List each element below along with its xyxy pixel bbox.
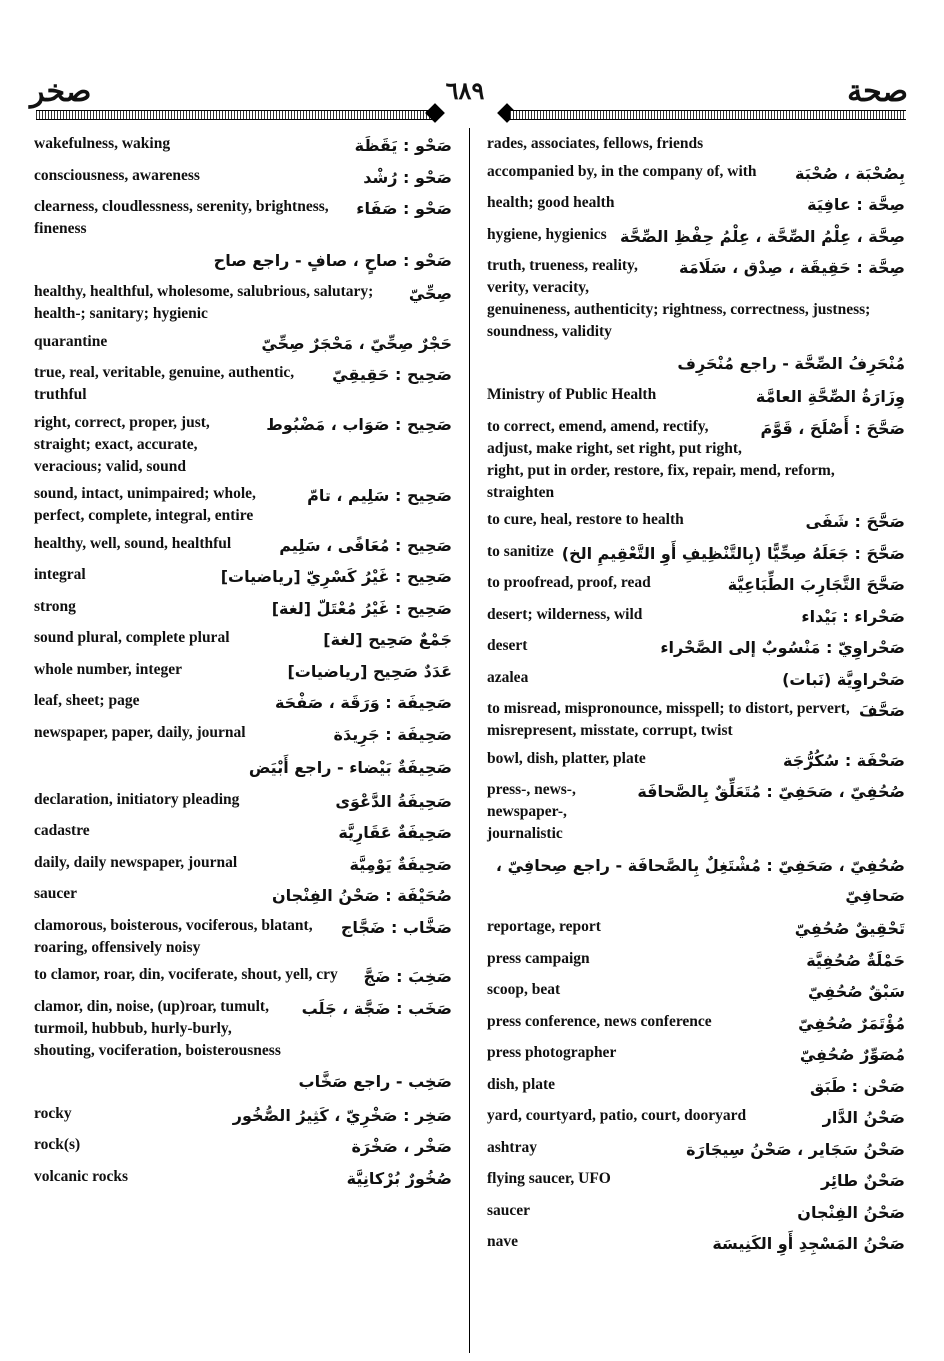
arabic-headword: صَحْراوِيّ : مَنْسُوبٌ إلى الصَّحْراء [660,638,905,657]
dictionary-entry [487,948,905,974]
dictionary-entry [487,1074,905,1100]
english-definition: strong [34,597,76,615]
dictionary-entry [487,224,905,250]
page-number: ٦٨٩ [445,76,485,105]
arabic-headword: سَبْقٌ صُحُفِيّ [808,982,905,1001]
dictionary-entry [487,748,905,774]
arabic-headword: صَحْنُ المَسْجِدِ أَوِ الكَنِيسَة [712,1234,905,1253]
english-definition: nave [487,1233,518,1250]
arabic-headword: صَحْراء : بَيْداء [801,606,905,626]
english-definition: daily, daily newspaper, journal [34,853,238,871]
dictionary-entry [487,161,905,187]
dictionary-entry [34,996,452,1062]
dictionary-entry [34,820,452,846]
dictionary-entry [487,133,905,155]
dictionary-entry [487,635,905,661]
dictionary-entry [487,416,905,504]
dictionary-entry [487,541,905,567]
english-definition: Ministry of Public Health [487,386,657,403]
arabic-headword: صَحِيح : غَيْرُ كَسْرِيّ [رياضيات] [220,567,452,586]
header-rule-left [36,110,432,120]
dictionary-entry [487,1011,905,1037]
dictionary-entry [487,1137,905,1163]
dictionary-entry [487,916,905,942]
arabic-headword: صَحِيفَةٌ يَوْمِيَّة [349,854,452,874]
english-definition: flying saucer, UFO [487,1170,611,1187]
english-definition: healthy, healthful, wholesome, salubrious, salutary; health-; sanitary; hygienic [34,283,374,322]
english-definition: azalea [487,668,529,686]
dictionary-entry [487,851,905,911]
arabic-headword: صَحْنٌ طائِر [821,1171,905,1190]
arabic-headword: صَحِيح : مُعَافًى ، سَلِيم [279,535,452,555]
dictionary-entry [34,659,452,685]
left-column [34,133,452,1197]
arabic-headword: مُصَوِّرٌ صُحُفِيّ [799,1045,905,1064]
english-definition: to correct, emend, amend, rectify, adjust, make right, set right, put right, right, put in order, restore, fix, repair, mend, reform, straighten [487,417,835,501]
arabic-headword: صَحْو : رُشْد [363,167,452,187]
dictionary-entry [34,564,452,590]
english-definition: leaf, sheet; page [34,692,140,709]
arabic-headword: صَحِيح : غَيْرُ مُعْتَلّ [لغة] [271,598,452,618]
arabic-headword: صَحَّحَ : شَفَى [805,512,905,531]
english-definition: clamorous, boisterous, vociferous, blatant, roaring, offensively noisy [34,916,313,956]
arabic-headword: حَجْرٌ صِحِّيّ ، مَحْجَرٌ صِحِّيّ [261,333,452,353]
arabic-cross-reference: صَحِيفَةٌ بَيْضاء - راجع أَبْيَض [248,758,452,777]
english-definition: wakefulness, waking [34,135,171,152]
arabic-headword: صَحْنُ سَجَاير ، صَحْنُ سِيجَارَة [686,1139,905,1159]
dictionary-entry [487,698,905,742]
arabic-headword: صَحِيفَة : جَرِيدَة [333,724,452,744]
dictionary-entry [34,483,452,527]
arabic-headword: صَحَّحَ : أَصْلَحَ ، قَوَّمَ [760,418,905,438]
english-definition: clamor, din, noise, (up)roar, tumult, turmoil, hubbub, hurly-burly, shouting, vociferation, boisterousness [34,997,281,1059]
arabic-headword: صُحَيْفَة : صَحْنُ الفِنْجان [272,886,452,905]
header-rule-right [510,110,906,120]
english-definition: press-, news-, newspaper-, journalistic [487,781,576,842]
dictionary-entry [487,1042,905,1068]
arabic-headword: صَحْفَة : سُكُرُّجَة [783,750,905,770]
dictionary-entry [34,690,452,716]
arabic-headword: صَخِر : صَخْرِيّ ، كَثِيرُ الصُّخُور [232,1105,452,1125]
dictionary-entry [487,667,905,693]
english-definition: quarantine [34,332,108,350]
english-definition: true, real, veritable, genuine, authentic, truthful [34,364,295,403]
english-definition: saucer [34,885,78,902]
arabic-headword: صَحِيفَة : وَرَقَة ، صَفْحَة [274,693,452,712]
dictionary-entry [34,627,452,653]
arabic-headword: صَحَّحَ التَّجَارِبَ الطِّبَاعِيَّة [727,575,905,594]
arabic-headword: صِحَّة ، عِلْمُ الصِّحَّة ، عِلْمُ حِفْظِ الصِّحَّة [619,226,905,246]
english-definition: sound plural, complete plural [34,629,230,646]
english-definition: press conference, news conference [487,1012,712,1030]
arabic-headword: صَحْنُ الفِنْجان [797,1202,905,1222]
arabic-headword: صُحُفِيّ ، صَحَفِيّ : مُتَعَلِّقٌ بِالصَّحافَة [637,782,905,801]
english-definition: press campaign [487,949,590,967]
english-definition: scoop, beat [487,981,561,998]
english-definition: rock(s) [34,1136,81,1153]
arabic-headword: حَمْلَةٌ صُحُفِيَّة [806,950,905,970]
arabic-headword: صَحِيح : سَلِيم ، تامّ [307,486,452,505]
dictionary-entry [487,604,905,630]
dictionary-entry [487,979,905,1005]
dictionary-entry [34,1103,452,1129]
english-definition: volcanic rocks [34,1167,128,1185]
dictionary-entry [34,753,452,783]
arabic-cross-reference: مُنْحَرِفُ الصِّحَّة - راجع مُنْحَرِف [677,353,905,373]
dictionary-entry [34,915,452,959]
dictionary-entry [487,572,905,598]
english-definition: newspaper, paper, daily, journal [34,723,246,741]
dictionary-entry [34,789,452,815]
dictionary-entry [487,1200,905,1226]
dictionary-entry [487,1231,905,1257]
english-definition: reportage, report [487,918,601,935]
dictionary-entry [34,246,452,276]
arabic-headword: صَحْنُ الدَّار [822,1108,905,1127]
english-definition: to cure, heal, restore to health [487,511,684,528]
column-divider [469,128,470,1353]
english-definition: ashtray [487,1138,537,1156]
arabic-headword: صَحِيفَةُ الدَّعْوَى [335,791,452,811]
arabic-headword: صَحِيح : صَوَاب ، مَضْبُوط [266,414,452,434]
arabic-headword: صَخِبَ : ضَجَّ [363,967,452,986]
dictionary-entry [34,1166,452,1192]
arabic-headword: صَحْو : صَفَاء [356,199,452,218]
arabic-headword: عَدَدٌ صَحِيح [رياضيات] [287,661,452,681]
arabic-headword: تَحْقِيقٌ صُحُفِيّ [794,919,905,938]
english-definition: accompanied by, in the company of, with [487,162,757,180]
english-definition: saucer [487,1201,531,1219]
dictionary-entry [487,509,905,535]
arabic-headword: صَحْن : طَبَق [810,1076,905,1096]
english-definition: desert [487,637,528,654]
arabic-headword: صَحَّحَ : جَعَلَهُ صِحِّيًّا (بِالتَّنْظِيفِ أَوِ التَّعْقِيمِ الخ) [561,543,905,563]
arabic-headword: صَخْر ، صَخْرَة [351,1137,452,1156]
dictionary-entry [34,1134,452,1160]
english-definition: declaration, initiatory pleading [34,790,240,808]
english-definition: to misread, mispronounce, misspell; to distort, pervert, misrepresent, misstate, corrupt, twist [487,700,850,739]
arabic-headword: وِزَارَةُ الصِّحَّةِ العامَّة [755,387,905,406]
arabic-headword: صَحْو : يَقَظَة [354,136,452,155]
english-definition: dish, plate [487,1075,556,1093]
dictionary-entry [34,196,452,240]
arabic-cross-reference: صَحْو : صاحٍ ، صافٍ - راجع صاح [213,250,452,270]
english-definition: rades, associates, fellows, friends [487,135,704,152]
dictionary-entry [487,192,905,218]
dictionary-entry [34,883,452,909]
headword-right: صحة [847,74,908,109]
english-definition: yard, courtyard, patio, court, dooryard [487,1107,747,1124]
english-definition: right, correct, proper, just, straight; exact, accurate, veracious; valid, sound [34,413,210,475]
english-definition: rocky [34,1104,72,1122]
dictionary-entry [487,1168,905,1194]
dictionary-entry [34,281,452,325]
dictionary-entry [34,362,452,406]
arabic-headword: صَحَّفَ [858,701,905,720]
arabic-cross-reference: صُحُفِيّ ، صَحَفِيّ : مُشْتَغِلٌ بِالصَّحافَة - راجع صِحافِيّ ، صَحافِيّ [495,855,905,905]
dictionary-entry [487,1105,905,1131]
dictionary-entry [34,165,452,191]
english-definition: to sanitize [487,542,554,560]
arabic-headword: جَمْعٌ صَحِيح [لغة] [323,630,452,649]
english-definition: to proofread, proof, read [487,574,651,591]
english-definition: press photographer [487,1044,617,1061]
english-definition: bowl, dish, platter, plate [487,749,646,767]
arabic-headword: صُخُورٌ بُرْكانِيَّة [346,1168,452,1188]
dictionary-entry [34,1067,452,1097]
english-definition: truth, trueness, reality, verity, veracity, genuineness, authenticity; rightness, correctness, justness; soundness, validity [487,257,871,340]
arabic-headword: صِحَّة : عافِيَة [807,195,905,214]
arabic-headword: صِحِّيّ [408,284,452,303]
english-definition: sound, intact, unimpaired; whole, perfect, complete, integral, entire [34,485,256,524]
headword-left: صخر [30,74,92,109]
dictionary-entry [487,349,905,379]
dictionary-entry [34,133,452,159]
dictionary-entry [34,412,452,478]
arabic-cross-reference: صَخِب - راجع صَخَّاب [298,1072,452,1091]
arabic-headword: صَحِيح : حَقِيقِيّ [332,365,452,384]
english-definition: hygiene, hygienics [487,225,607,243]
english-definition: health; good health [487,194,615,211]
arabic-headword: صَحِيفَةٌ عَقَارِيَّة [338,823,452,842]
arabic-headword: صَحْراوِيَّة (نَبات) [782,669,905,689]
dictionary-entry [34,722,452,748]
dictionary-entry [34,964,452,990]
dictionary-entry [34,596,452,622]
english-definition: to clamor, roar, din, vociferate, shout, yell, cry [34,966,338,983]
english-definition: healthy, well, sound, healthful [34,534,232,552]
dictionary-entry [487,384,905,410]
right-column [487,133,905,1263]
english-definition: consciousness, awareness [34,166,200,184]
dictionary-entry [34,852,452,878]
english-definition: desert; wilderness, wild [487,605,643,623]
arabic-headword: مُؤْتَمَرٌ صُحُفِيّ [798,1013,905,1033]
dictionary-entry [487,779,905,845]
dictionary-entry [34,331,452,357]
english-definition: clearness, cloudlessness, serenity, brightness, fineness [34,198,329,237]
arabic-headword: صِحَّة : حَقِيقَة ، صِدْق ، سَلَامَة [679,258,905,277]
arabic-headword: صَخَّاب : ضَجَّاج [340,917,452,937]
arabic-headword: صَخَب : ضَجَّة ، جَلَب [301,998,452,1018]
arabic-headword: بِصُحْبَة ، صُحْبَة [795,163,905,183]
english-definition: whole number, integer [34,660,182,678]
english-definition: integral [34,566,86,583]
dictionary-entry [34,533,452,559]
english-definition: cadastre [34,822,90,839]
dictionary-entry [487,255,905,343]
